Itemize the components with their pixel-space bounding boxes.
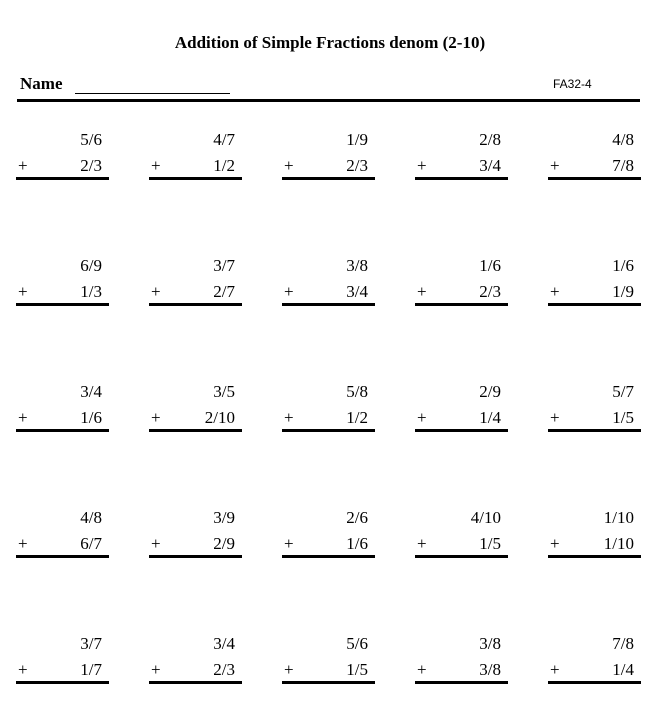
second-addend: 1/5 xyxy=(479,534,501,553)
second-addend: 1/7 xyxy=(80,660,102,679)
answer-line xyxy=(282,681,375,684)
first-addend: 4/8 xyxy=(612,130,634,149)
problem-1-2 xyxy=(149,130,242,188)
answer-line xyxy=(415,555,508,558)
second-addend: 2/3 xyxy=(346,156,368,175)
second-addend: 1/4 xyxy=(479,408,501,427)
first-addend: 5/6 xyxy=(80,130,102,149)
first-addend: 2/8 xyxy=(479,130,501,149)
answer-line xyxy=(149,555,242,558)
plus-sign: + xyxy=(284,156,294,175)
first-addend: 3/8 xyxy=(346,256,368,275)
answer-line xyxy=(149,303,242,306)
first-addend: 5/6 xyxy=(346,634,368,653)
problem-5-2 xyxy=(149,634,242,692)
plus-sign: + xyxy=(550,156,560,175)
plus-sign: + xyxy=(151,534,161,553)
plus-sign: + xyxy=(18,534,28,553)
answer-line xyxy=(282,429,375,432)
answer-line xyxy=(16,681,109,684)
second-addend: 3/4 xyxy=(479,156,501,175)
first-addend: 2/9 xyxy=(479,382,501,401)
first-addend: 1/9 xyxy=(346,130,368,149)
problem-1-1 xyxy=(16,130,109,188)
answer-line xyxy=(415,303,508,306)
answer-line xyxy=(149,681,242,684)
problem-3-1 xyxy=(16,382,109,440)
first-addend: 3/9 xyxy=(213,508,235,527)
answer-line xyxy=(548,303,641,306)
answer-line xyxy=(548,429,641,432)
plus-sign: + xyxy=(550,282,560,301)
worksheet-title: Addition of Simple Fractions denom (2-10) xyxy=(174,33,486,52)
worksheet-code: FA32-4 xyxy=(553,77,592,91)
plus-sign: + xyxy=(151,408,161,427)
plus-sign: + xyxy=(417,534,427,553)
second-addend: 1/6 xyxy=(80,408,102,427)
first-addend: 3/7 xyxy=(213,256,235,275)
second-addend: 1/6 xyxy=(346,534,368,553)
answer-line xyxy=(415,681,508,684)
second-addend: 1/4 xyxy=(612,660,634,679)
problem-1-3 xyxy=(282,130,375,188)
second-addend: 1/2 xyxy=(213,156,235,175)
first-addend: 3/8 xyxy=(479,634,501,653)
problem-3-3 xyxy=(282,382,375,440)
problem-2-4 xyxy=(415,256,508,314)
plus-sign: + xyxy=(284,408,294,427)
second-addend: 2/3 xyxy=(80,156,102,175)
answer-line xyxy=(548,177,641,180)
plus-sign: + xyxy=(151,156,161,175)
problem-4-3 xyxy=(282,508,375,566)
second-addend: 2/3 xyxy=(213,660,235,679)
second-addend: 7/8 xyxy=(612,156,634,175)
first-addend: 7/8 xyxy=(612,634,634,653)
plus-sign: + xyxy=(550,660,560,679)
plus-sign: + xyxy=(284,534,294,553)
second-addend: 2/9 xyxy=(213,534,235,553)
second-addend: 1/3 xyxy=(80,282,102,301)
plus-sign: + xyxy=(550,408,560,427)
first-addend: 6/9 xyxy=(80,256,102,275)
first-addend: 5/8 xyxy=(346,382,368,401)
first-addend: 3/4 xyxy=(213,634,235,653)
first-addend: 5/7 xyxy=(612,382,634,401)
problem-4-5 xyxy=(548,508,641,566)
plus-sign: + xyxy=(417,408,427,427)
problem-5-3 xyxy=(282,634,375,692)
problem-2-1 xyxy=(16,256,109,314)
problem-1-5 xyxy=(548,130,641,188)
first-addend: 1/10 xyxy=(603,508,634,527)
first-addend: 4/8 xyxy=(80,508,102,527)
first-addend: 2/6 xyxy=(346,508,368,527)
second-addend: 1/5 xyxy=(612,408,634,427)
first-addend: 3/4 xyxy=(80,382,102,401)
answer-line xyxy=(548,555,641,558)
answer-line xyxy=(149,429,242,432)
plus-sign: + xyxy=(18,282,28,301)
problem-5-1 xyxy=(16,634,109,692)
plus-sign: + xyxy=(550,534,560,553)
answer-line xyxy=(282,555,375,558)
second-addend: 3/8 xyxy=(479,660,501,679)
problem-2-5 xyxy=(548,256,641,314)
plus-sign: + xyxy=(417,660,427,679)
problem-3-4 xyxy=(415,382,508,440)
answer-line xyxy=(415,177,508,180)
name-label: Name xyxy=(20,74,63,93)
plus-sign: + xyxy=(417,156,427,175)
first-addend: 4/10 xyxy=(470,508,501,527)
plus-sign: + xyxy=(18,408,28,427)
second-addend: 2/10 xyxy=(204,408,235,427)
second-addend: 3/4 xyxy=(346,282,368,301)
problem-3-5 xyxy=(548,382,641,440)
answer-line xyxy=(149,177,242,180)
answer-line xyxy=(282,177,375,180)
plus-sign: + xyxy=(18,660,28,679)
plus-sign: + xyxy=(18,156,28,175)
plus-sign: + xyxy=(151,282,161,301)
problem-4-1 xyxy=(16,508,109,566)
plus-sign: + xyxy=(284,282,294,301)
second-addend: 6/7 xyxy=(80,534,102,553)
first-addend: 3/5 xyxy=(213,382,235,401)
first-addend: 1/6 xyxy=(479,256,501,275)
problem-5-5 xyxy=(548,634,641,692)
plus-sign: + xyxy=(284,660,294,679)
first-addend: 1/6 xyxy=(612,256,634,275)
answer-line xyxy=(282,303,375,306)
answer-line xyxy=(16,555,109,558)
problem-2-3 xyxy=(282,256,375,314)
problem-4-4 xyxy=(415,508,508,566)
second-addend: 1/9 xyxy=(612,282,634,301)
problem-4-2 xyxy=(149,508,242,566)
answer-line xyxy=(548,681,641,684)
problem-5-4 xyxy=(415,634,508,692)
plus-sign: + xyxy=(151,660,161,679)
second-addend: 1/2 xyxy=(346,408,368,427)
plus-sign: + xyxy=(417,282,427,301)
second-addend: 1/5 xyxy=(346,660,368,679)
answer-line xyxy=(415,429,508,432)
second-addend: 2/3 xyxy=(479,282,501,301)
problem-2-2 xyxy=(149,256,242,314)
problem-1-4 xyxy=(415,130,508,188)
first-addend: 3/7 xyxy=(80,634,102,653)
answer-line xyxy=(16,303,109,306)
problem-3-2 xyxy=(149,382,242,440)
second-addend: 2/7 xyxy=(213,282,235,301)
second-addend: 1/10 xyxy=(603,534,634,553)
answer-line xyxy=(16,429,109,432)
first-addend: 4/7 xyxy=(213,130,235,149)
answer-line xyxy=(16,177,109,180)
